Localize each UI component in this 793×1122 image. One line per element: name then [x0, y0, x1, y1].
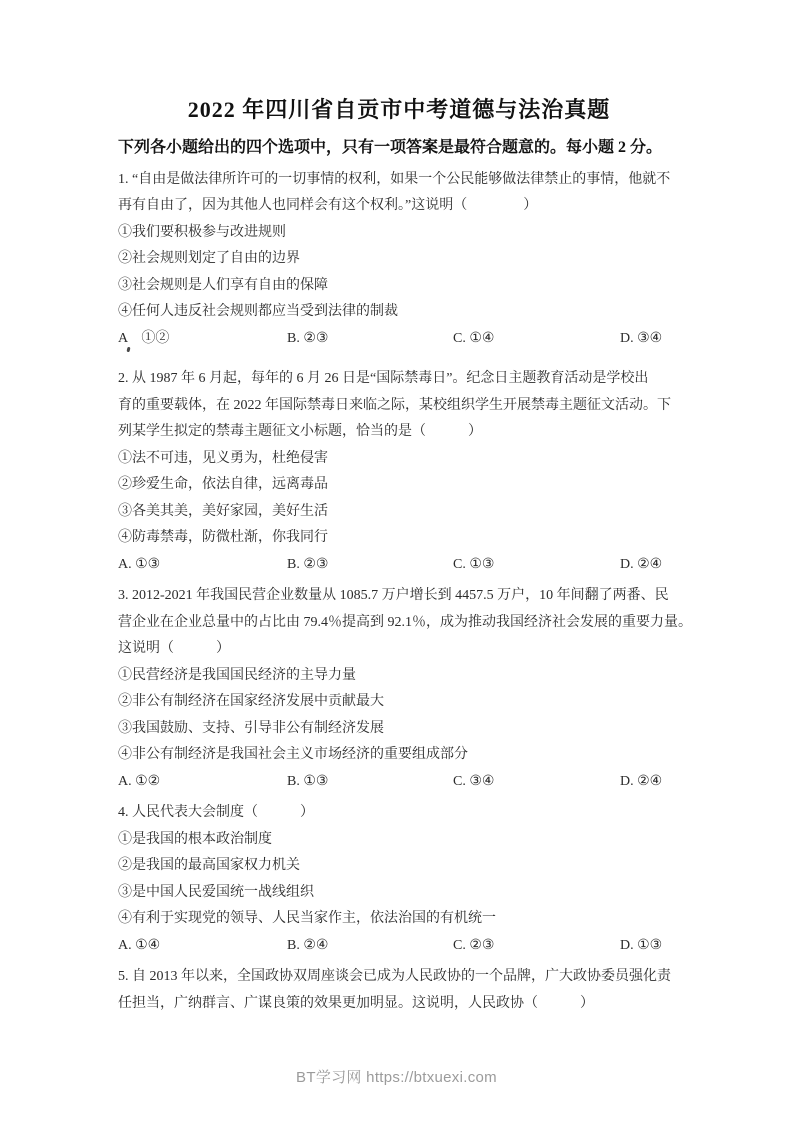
option-d: D. ①③	[620, 937, 663, 953]
question-line: 4. 人民代表大会制度（ ）	[118, 805, 314, 820]
question-line: ①是我国的根本政治制度	[118, 831, 272, 847]
question-line: 列某学生拟定的禁毒主题征文小标题，恰当的是（ ）	[118, 424, 482, 439]
option-b: B. ②④	[287, 937, 329, 953]
document-content	[118, 0, 692, 1017]
options-row	[118, 769, 680, 796]
question-line: 5. 自 2013 年以来，全国政协双周座谈会已成为人民政协的一个品牌，广大政协委员强化责	[118, 969, 671, 984]
options-row	[118, 326, 680, 353]
question-4	[118, 800, 680, 959]
question-line: 2. 从 1987 年 6 月起，每年的 6 月 26 日是“国际禁毒日”。纪念日主题教育活动是学校出	[118, 371, 649, 386]
option-c: C. ①④	[453, 330, 495, 346]
question-line: ①民营经济是我国国民经济的主导力量	[118, 667, 356, 683]
question-line: ④有利于实现党的领导、人民当家作主，依法治国的有机统一	[118, 911, 496, 926]
question-line: 1. “自由是做法律所许可的一切事情的权利，如果一个公民能够做法律禁止的事情，他就不	[118, 171, 671, 187]
question-2	[118, 366, 680, 578]
question-line: ④防毒禁毒，防微杜渐，你我同行	[118, 530, 328, 545]
question-line: ③社会规则是人们享有自由的保障	[118, 277, 328, 293]
question-line: ③是中国人民爱国统一战线组织	[118, 884, 314, 900]
option-b: B. ①③	[287, 773, 329, 789]
option-a: A. ①③	[118, 556, 161, 572]
ink-speck	[126, 347, 130, 353]
question-line: ①法不可违，见义勇为，杜绝侵害	[118, 450, 328, 466]
option-c: C. ②③	[453, 937, 495, 953]
option-c: C. ①③	[453, 556, 495, 572]
option-d: D. ②④	[620, 556, 663, 572]
question-line: ④任何人违反社会规则都应当受到法律的制裁	[118, 304, 398, 319]
option-c: C. ③④	[453, 773, 495, 789]
question-line: 育的重要载体，在 2022 年国际禁毒日来临之际，某校组织学生开展禁毒主题征文活动。下	[118, 397, 671, 413]
question-line: ③我国鼓励、支持、引导非公有制经济发展	[118, 720, 384, 736]
option-d: D. ③④	[620, 330, 663, 346]
question-line: 这说明（ ）	[118, 641, 230, 656]
option-a: A ①②	[118, 330, 170, 346]
option-d: D. ②④	[620, 773, 663, 789]
option-b: B. ②③	[287, 330, 329, 346]
question-line: 营企业在企业总量中的占比由 79.4％提高到 92.1％，成为推动我国经济社会发展的重要力量。	[118, 614, 692, 630]
question-line: 任担当，广纳群言、广谋良策的效果更加明显。这说明，人民政协（ ）	[118, 995, 594, 1011]
options-row	[118, 933, 680, 960]
option-b: B. ②③	[287, 556, 329, 572]
question-line: ②珍爱生命，依法自律，远离毒品	[118, 477, 328, 492]
question-line: 再有自由了，因为其他人也同样会有这个权利。”这说明（ ）	[118, 198, 538, 213]
question-line: 3. 2012-2021 年我国民营企业数量从 1085.7 万户增长到 4457.5 万户，10 年间翻了两番、民	[118, 588, 669, 603]
question-5	[118, 964, 680, 1017]
option-a: A. ①②	[118, 773, 161, 789]
scan-artifact-line	[118, 352, 680, 366]
options-row	[118, 552, 680, 579]
question-line: ②非公有制经济在国家经济发展中贡献最大	[118, 694, 384, 709]
question-line: ②是我国的最高国家权力机关	[118, 858, 300, 873]
exam-instructions: 下列各小题给出的四个选项中，只有一项答案是最符合题意的。每小题 2 分。	[118, 139, 663, 156]
question-1	[118, 167, 680, 353]
question-line: ②社会规则划定了自由的边界	[118, 251, 300, 266]
question-line: ③各美其美，美好家园，美好生活	[118, 503, 328, 519]
question-line: ①我们要积极参与改进规则	[118, 224, 286, 240]
question-3	[118, 583, 692, 795]
option-a: A. ①④	[118, 937, 161, 953]
question-line: ④非公有制经济是我国社会主义市场经济的重要组成部分	[118, 747, 468, 762]
page-title: 2022 年四川省自贡市中考道德与法治真题	[187, 97, 611, 122]
footer-watermark: BT学习网 https://btxuexi.com	[296, 1069, 497, 1086]
